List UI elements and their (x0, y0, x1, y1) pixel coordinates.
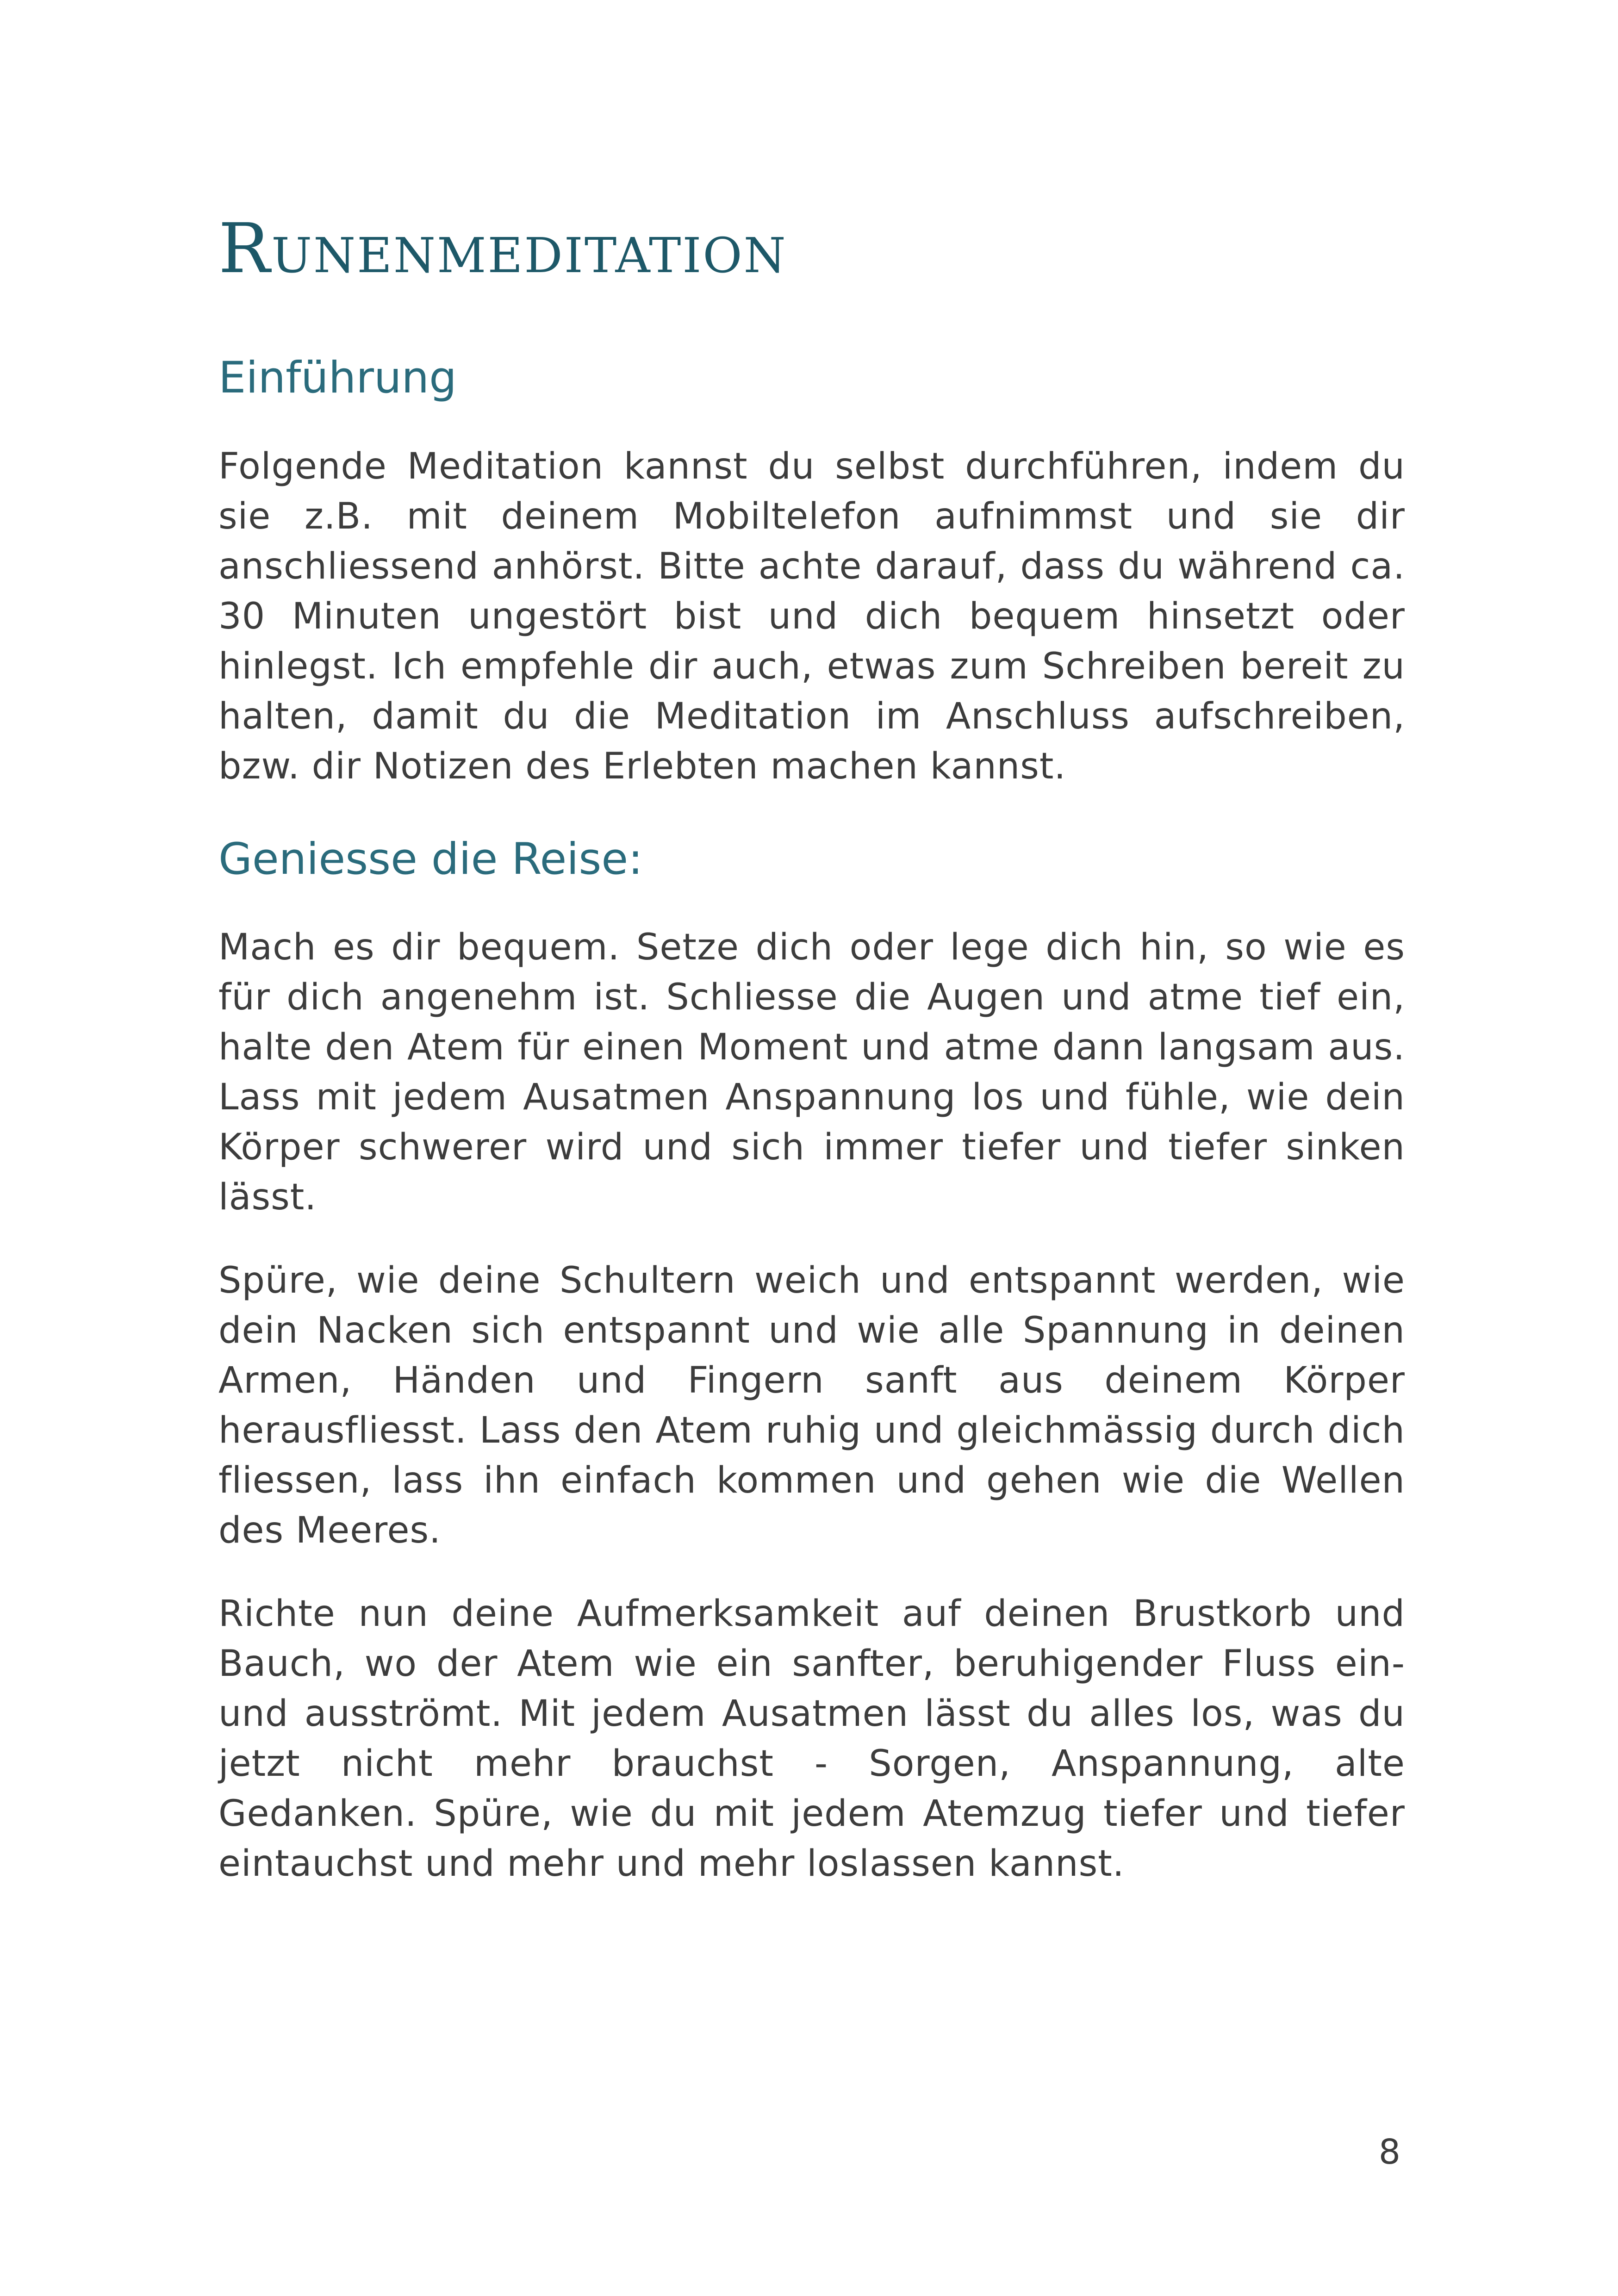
paragraph-einfuehrung-1: Folgende Meditation kannst du selbst durchführen, indem du sie z.B. mit deinem Mobiltelefon aufnimmst und sie dir anschliessend anhörst. Bitte achte darauf, dass du während ca. 30 Minuten ungestört bist und dich bequem hinsetzt oder hinlegst. Ich empfehle dir auch, etwas zum Schreiben bereit zu halten, damit du die Meditation im Anschluss aufschreiben, bzw. dir Notizen des Erlebten machen kannst. (218, 445, 1405, 787)
paragraph-reise-2: Spüre, wie deine Schultern weich und entspannt werden, wie dein Nacken sich entspannt und wie alle Spannung in deinen Armen, Händen und Fingern sanft aus deinem Körper herausfliesst. Lass den Atem ruhig und gleichmässig durch dich fliessen, lass ihn einfach kommen und gehen wie die Wellen des Meeres. (218, 1260, 1405, 1552)
paragraph-reise-3: Richte nun deine Aufmerksamkeit auf deinen Brustkorb und Bauch, wo der Atem wie ein sanfter, beruhigender Fluss ein- und ausströmt. Mit jedem Ausatmen lässt du alles los, was du jetzt nicht mehr brauchst - Sorgen, Anspannung, alte Gedanken. Spüre, wie du mit jedem Atemzug tiefer und tiefer eintauchst und mehr und mehr loslassen kannst. (218, 1593, 1405, 1885)
section-einfuehrung (218, 354, 1405, 791)
section-heading-geniesse-die-reise: Geniesse die Reise: (218, 834, 643, 884)
section-geniesse-die-reise (218, 835, 1405, 1889)
document-title: Runenmeditation (218, 209, 787, 288)
section-heading-einfuehrung: Einführung (218, 353, 457, 404)
page-number: 8 (1378, 2132, 1400, 2172)
paragraph-reise-1: Mach es dir bequem. Setze dich oder lege dich hin, so wie es für dich angenehm ist. Schliesse die Augen und atme tief ein, halte den Atem für einen Moment und atme dann langsam aus. Lass mit jedem Ausatmen Anspannung los und fühle, wie dein Körper schwerer wird und sich immer tiefer und tiefer sinken lässt. (218, 927, 1405, 1219)
